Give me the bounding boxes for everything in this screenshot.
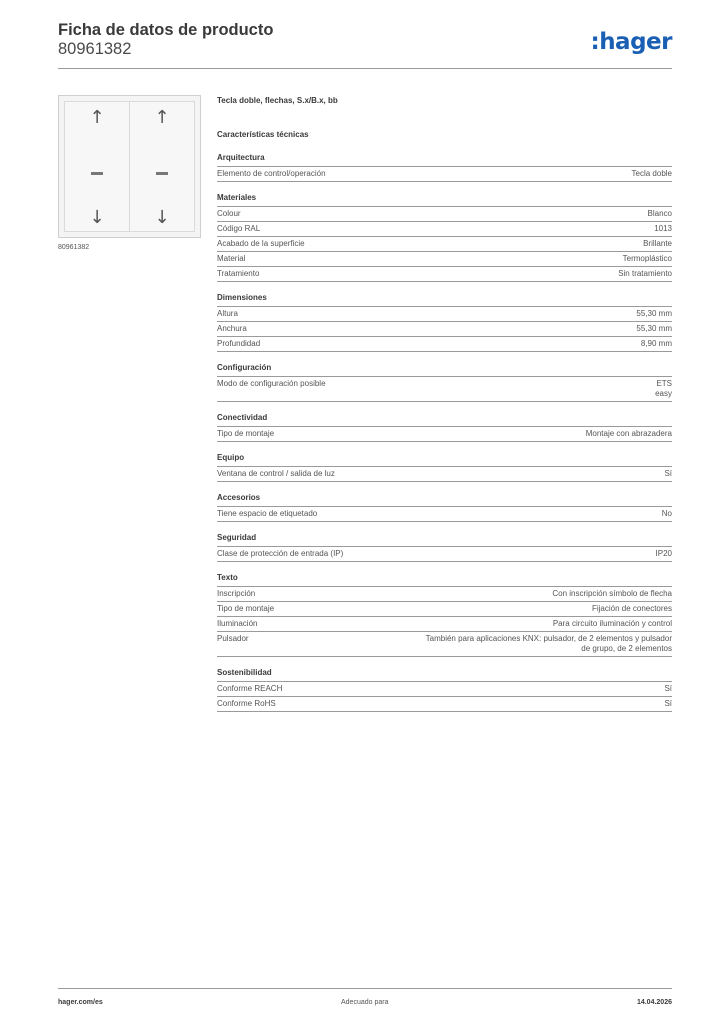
- page-header: [58, 21, 672, 69]
- spec-section: [217, 492, 672, 522]
- page-title: Ficha de datos de producto: [58, 21, 274, 39]
- right-rocker: [129, 102, 194, 231]
- spec-label: Tratamiento: [217, 269, 260, 278]
- tech-title: Características técnicas: [217, 130, 309, 139]
- spec-value: 55,30 mm: [636, 309, 672, 318]
- spec-sections: [217, 152, 672, 712]
- spec-section: [217, 572, 672, 657]
- spec-row: [217, 507, 672, 522]
- spec-label: Inscripción: [217, 589, 256, 598]
- spec-label: Tipo de montaje: [217, 429, 275, 438]
- spec-label: Material: [217, 254, 246, 263]
- spec-label: Colour: [217, 209, 241, 218]
- spec-section: [217, 667, 672, 712]
- spec-value: Sí: [664, 684, 672, 693]
- spec-label: Elemento de control/operación: [217, 169, 326, 178]
- spec-label: Altura: [217, 309, 238, 318]
- product-name: Tecla doble, flechas, S.x/B.x, bb: [217, 96, 338, 105]
- spec-value: Termoplástico: [622, 254, 672, 263]
- spec-value: Fijación de conectores: [591, 604, 672, 613]
- spec-row: [217, 617, 672, 632]
- spec-section: [217, 292, 672, 352]
- spec-row: [217, 307, 672, 322]
- section-title: Configuración: [217, 362, 672, 377]
- spec-row: [217, 337, 672, 352]
- spec-value: Sí: [664, 699, 672, 708]
- spec-label: Tipo de montaje: [217, 604, 275, 613]
- section-title: Texto: [217, 572, 672, 587]
- spec-section: [217, 362, 672, 402]
- spec-row: [217, 267, 672, 282]
- section-title: Arquitectura: [217, 152, 672, 167]
- spec-label: Profundidad: [217, 339, 261, 348]
- dash-icon: [130, 159, 194, 180]
- spec-row: [217, 377, 672, 402]
- spec-value: Blanco: [647, 209, 672, 218]
- spec-row: [217, 207, 672, 222]
- spec-section: [217, 192, 672, 282]
- spec-label: Acabado de la superficie: [217, 239, 305, 248]
- left-rocker: [65, 102, 129, 231]
- spec-label: Clase de protección de entrada (IP): [217, 549, 344, 558]
- footer-website[interactable]: hager.com/es: [58, 999, 103, 1006]
- arrow-up-icon: ↑: [89, 107, 105, 128]
- section-title: Equipo: [217, 452, 672, 467]
- spec-value: 8,90 mm: [640, 339, 672, 348]
- section-title: Conectividad: [217, 412, 672, 427]
- spec-section: [217, 532, 672, 562]
- spec-value: Sin tratamiento: [618, 269, 672, 278]
- spec-label: Conforme RoHS: [217, 699, 276, 708]
- footer-center-text: Adecuado para: [341, 999, 389, 1006]
- section-title: Dimensiones: [217, 292, 672, 307]
- spec-value: También para aplicaciones KNX: pulsador, de 2 elementos y pulsador de grupo, de 2 elementos: [425, 634, 672, 653]
- spec-value: IP20: [655, 549, 672, 558]
- spec-content: [217, 96, 672, 722]
- image-caption: 80961382: [58, 244, 90, 251]
- spec-row: [217, 682, 672, 697]
- section-title: Sostenibilidad: [217, 667, 672, 682]
- spec-row: [217, 632, 672, 657]
- spec-value: Montaje con abrazadera: [585, 429, 672, 438]
- spec-row: [217, 322, 672, 337]
- spec-row: [217, 547, 672, 562]
- section-title: Seguridad: [217, 532, 672, 547]
- footer-date: 14.04.2026: [636, 999, 672, 1006]
- spec-value: No: [661, 509, 672, 518]
- spec-label: Pulsador: [217, 634, 249, 643]
- spec-row: [217, 587, 672, 602]
- header-divider: [58, 68, 672, 69]
- section-title: Materiales: [217, 192, 672, 207]
- arrow-down-icon: ↓: [154, 207, 170, 228]
- spec-row: [217, 167, 672, 182]
- spec-value: 55,30 mm: [636, 324, 672, 333]
- dash-icon: [65, 159, 129, 180]
- arrow-up-icon: ↑: [154, 107, 170, 128]
- product-number: 80961382: [58, 40, 132, 58]
- spec-row: [217, 222, 672, 237]
- spec-value: Brillante: [643, 239, 672, 248]
- spec-row: [217, 252, 672, 267]
- spec-label: Conforme REACH: [217, 684, 283, 693]
- spec-value: 1013: [654, 224, 672, 233]
- footer-divider: [58, 988, 672, 989]
- spec-row: [217, 697, 672, 712]
- spec-section: [217, 452, 672, 482]
- section-title: Accesorios: [217, 492, 672, 507]
- spec-label: Ventana de control / salida de luz: [217, 469, 335, 478]
- spec-label: Iluminación: [217, 619, 258, 628]
- spec-value: Sí: [664, 469, 672, 478]
- spec-row: [217, 467, 672, 482]
- spec-label: Tiene espacio de etiquetado: [217, 509, 318, 518]
- spec-label: Anchura: [217, 324, 247, 333]
- spec-label: Código RAL: [217, 224, 261, 233]
- spec-row: [217, 602, 672, 617]
- arrow-down-icon: ↓: [89, 207, 105, 228]
- spec-value: Con inscripción símbolo de flecha: [552, 589, 672, 598]
- product-image: [58, 95, 201, 238]
- spec-section: [217, 152, 672, 182]
- spec-label: Modo de configuración posible: [217, 379, 326, 388]
- spec-section: [217, 412, 672, 442]
- spec-row: [217, 237, 672, 252]
- spec-value: Tecla doble: [631, 169, 672, 178]
- spec-row: [217, 427, 672, 442]
- hager-logo: :hager: [590, 29, 672, 55]
- spec-value: Para circuito iluminación y control: [552, 619, 672, 628]
- spec-value: ETS easy: [655, 379, 672, 398]
